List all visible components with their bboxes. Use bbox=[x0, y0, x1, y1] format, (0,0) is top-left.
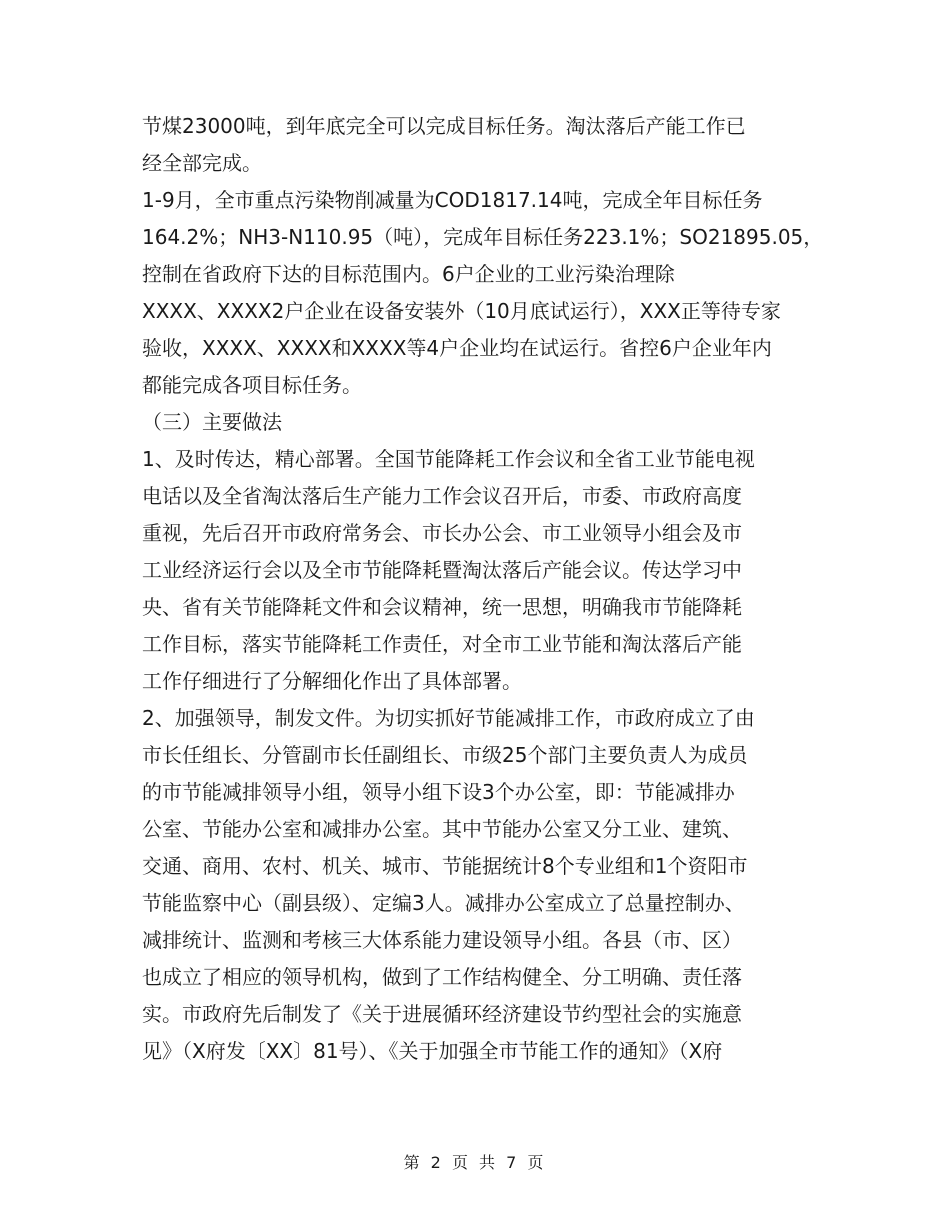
text-line: XXXX、XXXX2户企业在设备安装外（10月底试运行），XXX正等待专家 bbox=[142, 299, 781, 323]
text-line: 重视，先后召开市政府常务会、市长办公会、市工业领导小组会及市 bbox=[142, 521, 742, 545]
text-line: 交通、商用、农村、机关、城市、节能据统计8个专业组和1个资阳市 bbox=[142, 854, 748, 878]
text-line: 也成立了相应的领导机构，做到了工作结构健全、分工明确、责任落 bbox=[142, 965, 742, 989]
text-line: 1、及时传达，精心部署。全国节能降耗工作会议和全省工业节能电视 bbox=[142, 447, 755, 471]
text-line: 节能监察中心（副县级）、定编3人。减排办公室成立了总量控制办、 bbox=[142, 891, 745, 915]
text-line: 经全部完成。 bbox=[142, 151, 262, 175]
text-line: 工作目标，落实节能降耗工作责任，对全市工业节能和淘汰落后产能 bbox=[142, 632, 742, 656]
text-line: 央、省有关节能降耗文件和会议精神，统一思想，明确我市节能降耗 bbox=[142, 595, 742, 619]
text-line: 公室、节能办公室和减排办公室。其中节能办公室又分工业、建筑、 bbox=[142, 817, 742, 841]
text-line: 见》（X府发〔XX〕81号）、《关于加强全市节能工作的通知》（X府 bbox=[142, 1039, 723, 1063]
text-line: 164.2%；NH3-N110.95（吨），完成年目标任务223.1%；SO21895.05， bbox=[142, 225, 824, 249]
page-number-footer: 第 2 页 共 7 页 bbox=[403, 1153, 547, 1172]
text-line: 工作仔细进行了分解细化作出了具体部署。 bbox=[142, 669, 522, 693]
text-line: 电话以及全省淘汰落后生产能力工作会议召开后，市委、市政府高度 bbox=[142, 484, 742, 508]
text-line: 实。市政府先后制发了《关于进展循环经济建设节约型社会的实施意 bbox=[142, 1002, 742, 1026]
text-line: 市长任组长、分管副市长任副组长、市级25个部门主要负责人为成员 bbox=[142, 743, 748, 767]
text-line: 节煤23000吨，到年底完全可以完成目标任务。淘汰落后产能工作已 bbox=[142, 114, 746, 138]
text-line: 2、加强领导，制发文件。为切实抓好节能减排工作，市政府成立了由 bbox=[142, 706, 755, 730]
text-line: 减排统计、监测和考核三大体系能力建设领导小组。各县（市、区） bbox=[142, 928, 742, 952]
text-line: 的市节能减排领导小组，领导小组下设3个办公室，即：节能减排办 bbox=[142, 780, 735, 804]
section-heading: （三）主要做法 bbox=[142, 410, 282, 434]
text-line: 1-9月，全市重点污染物削减量为COD1817.14吨，完成全年目标任务 bbox=[142, 188, 763, 212]
text-line: 验收，XXXX、XXXX和XXXX等4户企业均在试运行。省控6户企业年内 bbox=[142, 336, 772, 360]
text-line: 控制在省政府下达的目标范围内。6户企业的工业污染治理除 bbox=[142, 262, 675, 286]
document-body bbox=[142, 108, 824, 1070]
text-line: 工业经济运行会以及全市节能降耗暨淘汰落后产能会议。传达学习中 bbox=[142, 558, 742, 582]
text-line: 都能完成各项目标任务。 bbox=[142, 373, 362, 397]
